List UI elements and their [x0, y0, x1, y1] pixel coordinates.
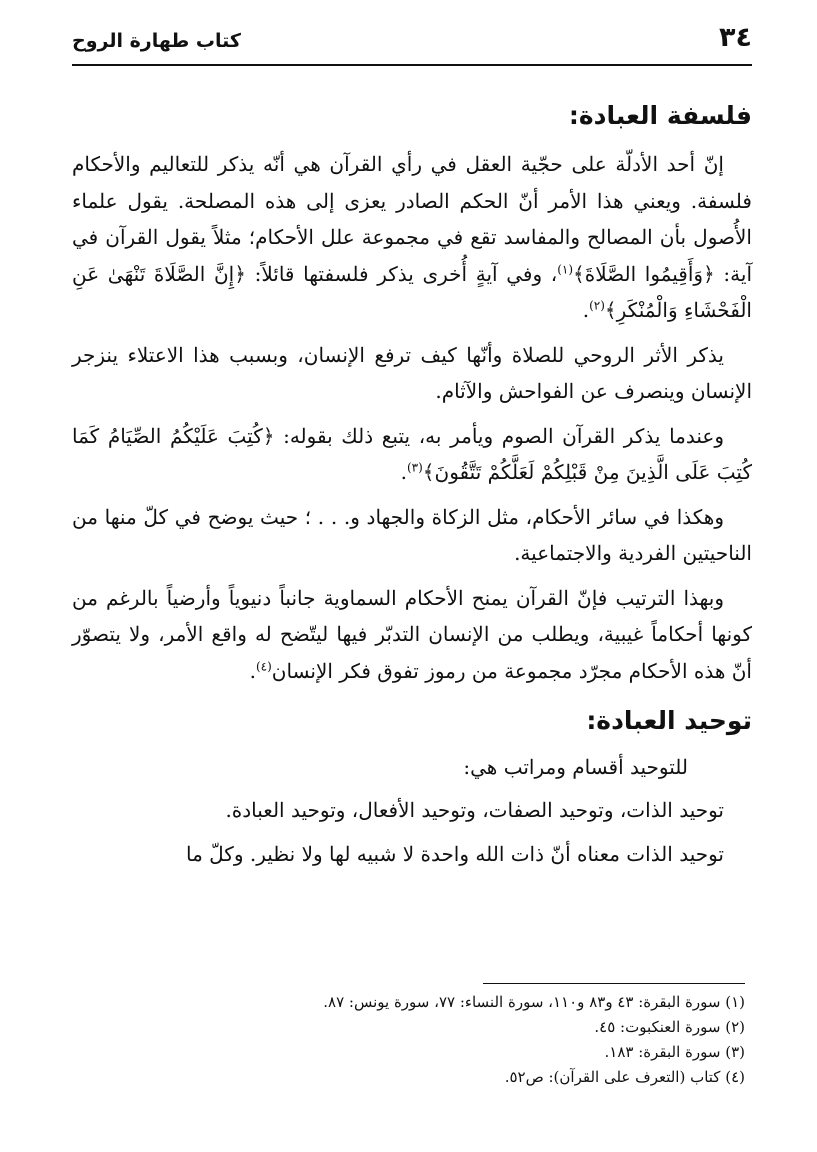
footnote-ref: (٣) — [406, 460, 423, 475]
footnote-ref: (١) — [557, 261, 574, 276]
paragraph: توحيد الذات، وتوحيد الصفات، وتوحيد الأفعال، وتوحيد العبادة. — [225, 797, 724, 822]
paragraph: يذكر الأثر الروحي للصلاة وأنّها كيف ترفع الإنسان، وبسبب هذا الاعتلاء ينزجر الإنسان وينصرف عن الفواحش والآثام. — [72, 342, 752, 403]
footnote-ref: (٢) — [589, 298, 605, 313]
paragraph-text: . — [400, 460, 407, 484]
paragraph-text: وبهذا الترتيب فإنّ القرآن يمنح الأحكام السماوية جانباً دنيوياً وأرضياً بالرغم من كونها أحكاماً غيبية، ويطلب من الإنسان التدبّر فيها ليتّضح له واقع الأمر، ولا يتصوّر أنّ هذه الأحكام مجرّد مجموعة من رموز تفوق فكر الإنسان — [72, 585, 752, 683]
paragraph-text: ، وفي آيةٍ أُخرى يذكر فلسفتها قائلاً: — [254, 261, 558, 286]
paragraph: توحيد الذات معناه أنّ ذات الله واحدة لا شبيه لها ولا نظير. وكلّ ما — [186, 842, 724, 866]
footnotes — [65, 990, 745, 1090]
quran-verse: ﴿إِنَّ الصَّلَاةَ تَنْهَىٰ عَنِ الْفَحْشَاءِ وَالْمُنْكَرِ﴾ — [72, 261, 752, 322]
paragraph: وهكذا في سائر الأحكام، مثل الزكاة والجهاد و. . . ؛ حيث يوضح في كلّ منها من الناحيتين الفردية والاجتماعية. — [72, 504, 752, 565]
footnote: (١) سورة البقرة: ٤٣ و٨٣ و١١٠، سورة النساء: ٧٧، سورة يونس: ٨٧. — [323, 993, 745, 1011]
quran-verse: ﴿كُتِبَ عَلَيْكُمُ الصِّيَامُ كَمَا كُتِبَ عَلَى الَّذِينَ مِنْ قَبْلِكُمْ لَعَلَّكُمْ تَتَّقُونَ﴾ — [72, 423, 752, 484]
quran-verse: ﴿وَأَقِيمُوا الصَّلَاةَ﴾ — [573, 261, 715, 286]
paragraph-text: . — [249, 658, 256, 683]
paragraph — [72, 580, 752, 690]
paragraph — [72, 418, 752, 491]
section-title-tawhid: توحيد العبادة: — [586, 706, 752, 735]
paragraph-text: وعندما يذكر القرآن الصوم ويأمر به، يتبع ذلك بقوله: — [283, 423, 724, 448]
footnote: (٢) سورة العنكبوت: ٤٥. — [594, 1018, 745, 1036]
footnote-divider — [483, 983, 745, 984]
section-title-philosophy: فلسفة العبادة: — [568, 101, 752, 130]
running-title: كتاب طهارة الروح — [72, 30, 241, 52]
footnote-ref: (٤) — [255, 658, 272, 673]
footnote: (٣) سورة البقرة: ١٨٣. — [604, 1043, 745, 1061]
page-body — [72, 92, 752, 881]
page-header — [72, 22, 752, 66]
paragraph-text: إنّ أحد الأدلّة على حجّية العقل في رأي القرآن هي أنّه يذكر للتعاليم والأحكام فلسفة. ويعني هذا الأمر أنّ الحكم الصادر يعزى إلى هذه المصلحة. يقول علماء الأُصول بأن المصالح والمفاسد تقع في مجموعة علل الأحكام؛ مثلاً يقول القرآن في آية: — [72, 152, 753, 286]
footnote: (٤) كتاب (التعرف على القرآن): ص٥٢. — [504, 1068, 745, 1086]
paragraph: للتوحيد أقسام ومراتب هي: — [463, 755, 688, 779]
page-number: ٣٤ — [719, 22, 752, 53]
paragraph — [72, 146, 752, 329]
paragraph-text: . — [582, 298, 590, 322]
